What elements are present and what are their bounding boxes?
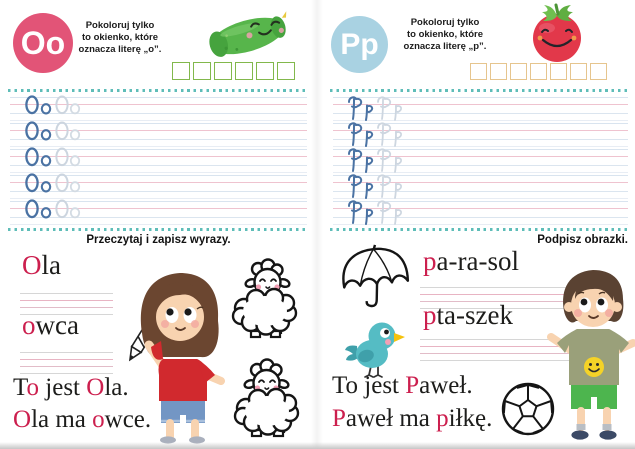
letter-box[interactable]: [530, 63, 547, 80]
letter-box[interactable]: [490, 63, 507, 80]
instruction-right: Pokoloruj tylko to okienko, które oznacza literę „p”.: [403, 17, 487, 52]
boy-with-ball-illustration: [547, 267, 635, 445]
sentence-ola-ma-owce: Ola ma owce.: [13, 406, 152, 433]
letter-box[interactable]: [172, 62, 190, 80]
word-ola: Ola: [22, 250, 61, 280]
handwriting-row-o[interactable]: [10, 199, 307, 225]
tomato-icon: [514, 2, 600, 64]
practice-letters-Oo: [20, 95, 92, 121]
practice-letters-Oo: [20, 121, 92, 147]
dotted-separator: [8, 228, 307, 231]
letter-box[interactable]: [570, 63, 587, 80]
page-gutter: [311, 0, 323, 449]
practice-letters-Oo: [20, 147, 92, 173]
sheep-icon: [227, 352, 309, 442]
word-ptaszek: pta-szek: [423, 300, 513, 330]
letter-box[interactable]: [550, 63, 567, 80]
sheep-icon: [224, 256, 306, 340]
section-heading-right: Podpisz obrazki.: [537, 234, 628, 246]
handwriting-row-o[interactable]: [10, 121, 307, 147]
sentence-pawel-ma-pilke: Paweł ma piłkę.: [332, 405, 493, 432]
dotted-separator: [330, 228, 628, 231]
handwriting-row-p[interactable]: [333, 95, 628, 121]
practice-letters-Pp: [343, 173, 427, 199]
letter-badge-Pp: [331, 16, 388, 73]
word-owca: owca: [22, 310, 79, 340]
handwriting-practice-o: [10, 95, 307, 225]
practice-letters-Pp: [343, 147, 427, 173]
handwriting-row-p[interactable]: [333, 147, 628, 173]
handwriting-row-o[interactable]: [10, 95, 307, 121]
word-parasol: pa-ra-sol: [423, 246, 519, 276]
letter-box[interactable]: [214, 62, 232, 80]
letter-box[interactable]: [235, 62, 253, 80]
section-heading-left: Przeczytaj i zapisz wyrazy.: [86, 234, 231, 246]
umbrella-icon: [336, 244, 416, 314]
letter-boxes-tomato: [470, 63, 607, 80]
sentence-to-jest-pawel: To jest Paweł.: [332, 372, 473, 399]
letter-box[interactable]: [256, 62, 274, 80]
sentence-to-jest-ola: To jest Ola.: [13, 374, 129, 401]
handwriting-row-p[interactable]: [333, 173, 628, 199]
girl-with-pencil-illustration: [127, 271, 233, 445]
practice-letters-Pp: [343, 95, 427, 121]
practice-letters-Oo: [20, 173, 92, 199]
letter-box[interactable]: [193, 62, 211, 80]
instruction-left: Pokoloruj tylko to okienko, które oznacza literę „o”.: [78, 20, 162, 55]
cucumber-icon: [197, 2, 297, 62]
badge-label: Oo: [20, 24, 66, 61]
letter-box[interactable]: [470, 63, 487, 80]
badge-label: Pp: [340, 27, 379, 61]
bird-icon: [341, 316, 407, 380]
handwriting-row-p[interactable]: [333, 121, 628, 147]
letter-boxes-cucumber: [172, 62, 295, 80]
handwriting-practice-p: [333, 95, 628, 225]
handwriting-row-o[interactable]: [10, 173, 307, 199]
letter-box[interactable]: [277, 62, 295, 80]
letter-box[interactable]: [510, 63, 527, 80]
letter-box[interactable]: [590, 63, 607, 80]
writing-lines[interactable]: [20, 351, 113, 374]
practice-letters-Pp: [343, 199, 427, 225]
practice-letters-Oo: [20, 199, 92, 225]
dotted-separator: [330, 89, 628, 92]
dotted-separator: [8, 89, 307, 92]
handwriting-row-o[interactable]: [10, 147, 307, 173]
practice-letters-Pp: [343, 121, 427, 147]
handwriting-row-p[interactable]: [333, 199, 628, 225]
page-bottom-edge: [0, 442, 635, 449]
